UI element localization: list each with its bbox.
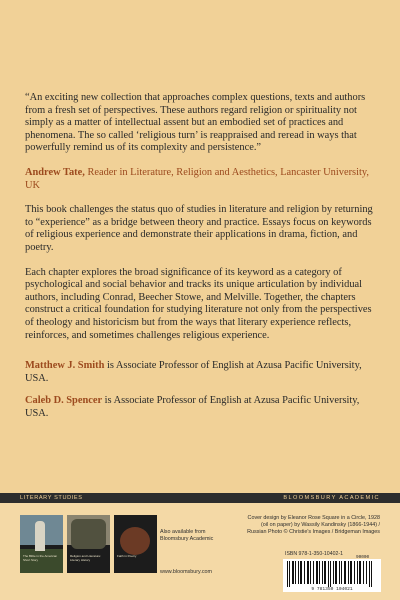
related-book-cover-3 [114,515,157,573]
review-attribution [25,167,375,192]
author-bio-2 [25,395,375,420]
related-book-title: Religion and Literature: Literary History [70,554,102,562]
related-book-title: Faith in Poetry [117,554,137,558]
related-book-cover-2 [67,515,110,573]
description-paragraph-2: Each chapter explores the broad significance of its keyword as a category of psychological and social behavior and tracks its unique articulation by individual authors, including Conrad, Beecher Stowe, and Melville. Together, the chapters construct a critical foundation for studying literature not only from the perspectives of theology and historicism but from the ways that literary experience reflects, reinforces, and sometimes challenges religious experience. [25,266,372,341]
also-available-text [160,529,213,543]
related-book-title: The Bible in the American Short Story [23,554,58,562]
cover-credit: Cover design by Eleanor Rose Square in a Circle, 1928 (oil on paper) by Wassily Kandinsky (1866-1944) / Russian Photo © Christie's Images / Bridgeman Images [247,515,380,535]
category-label: LITERARY STUDIES [20,495,83,501]
also-available-line-2: Bloomsbury Academic [160,536,214,542]
review-quote: “An exciting new collection that approaches complex questions, texts and authors from a fresh set of perspectives. These authors regard religion or spirituality not simply as a matter of intellectual assent but an embodied set of practices and phenomena. The so called ‘religious turn’ is reappraised and reread in ways that powerfully remind us of its complexity and persistence.” [25,92,366,154]
related-book-cover-1 [20,515,63,573]
author-bio-1 [25,360,375,385]
publisher-name: BLOOMSBURY ACADEMIC [283,495,380,501]
reviewer-name: Andrew Tate, [25,166,85,178]
cover-footer [0,493,400,600]
author-bio: is Associate Professor of English at Azusa Pacific University, USA. [25,395,360,419]
footer-bar [0,493,400,503]
author-bio: is Associate Professor of English at Azusa Pacific University, USA. [25,360,362,384]
back-cover-text [25,92,375,430]
barcode [283,559,381,587]
price-code: 90000 [356,555,370,560]
isbn: ISBN 978-1-350-10402-1 [285,551,343,557]
website-link: www.bloomsbury.com [160,569,213,575]
description-paragraph-1: This book challenges the status quo of studies in literature and religion by returning to “experience” as a bridge between theory and practice. Essays focus on keywords of religious experience and demonstrate their applications in drama, fiction, and poetry. [25,204,373,253]
barcode-number: 9 781350 104021 [283,587,381,592]
reviewer-role: Reader in Literature, Religion and Aesthetics, Lancaster University, UK [25,166,369,191]
author-name: Caleb D. Spencer [25,395,103,407]
author-name: Matthew J. Smith [25,360,105,372]
also-available-line-1: Also available from [160,529,206,535]
